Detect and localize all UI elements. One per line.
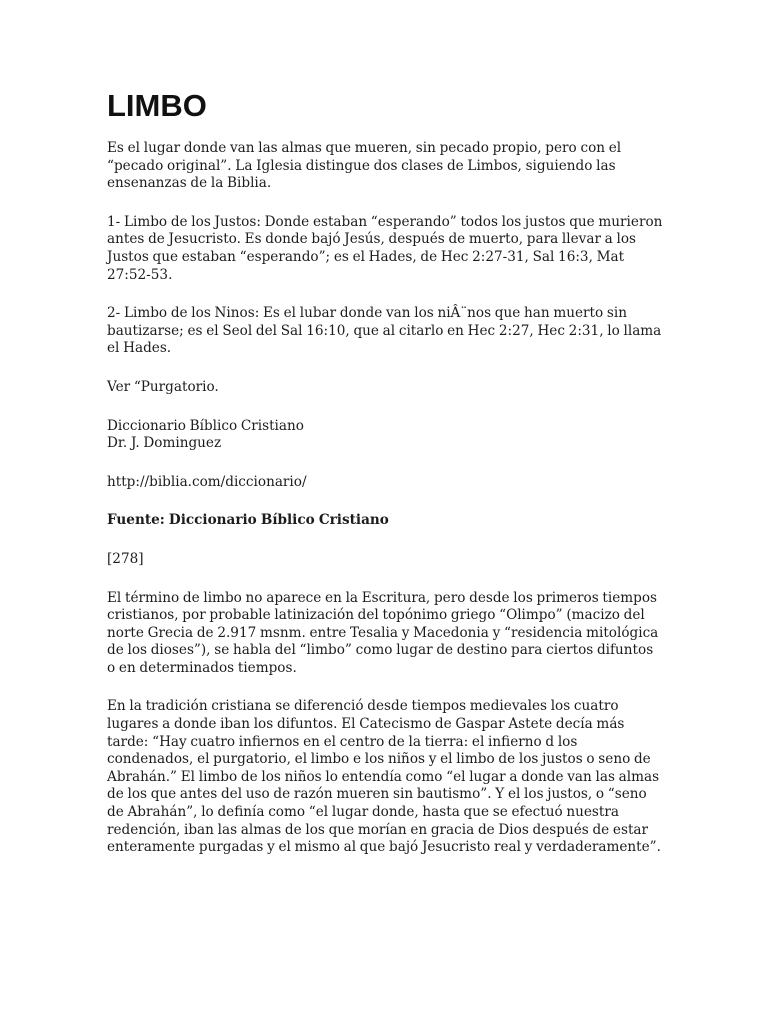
page-title: LIMBO [107, 88, 207, 123]
see-also-paragraph: Ver “Purgatorio. [107, 378, 219, 395]
termino-paragraph: El término de limbo no aparece en la Escritura, pero desde los primeros tiempos cristianos, por probable latinización del topónimo griego “Olimpo” (macizo del norte Grecia de 2.917 msnm. entre Tesalia y Macedonia y “residencia mitológica de los dioses”), se habla del “limbo” como lugar de destino para ciertos difuntos o en determinados tiempos. [107, 589, 659, 676]
intro-paragraph: Es el lugar donde van las almas que mueren, sin pecado propio, pero con el “pecado original”. La Iglesia distingue dos clases de Limbos, siguiendo las ensenanzas de la Biblia. [107, 140, 622, 192]
fuente-heading: Fuente: Diccionario Bíblico Cristiano [107, 512, 389, 529]
tradicion-paragraph: En la tradición cristiana se diferenció desde tiempos medievales los cuatro lugares a donde iban los difuntos. El Catecismo de Gaspar Astete decía más tarde: “Hay cuatro infiernos en el centro de la tierra: el infierno d los condenados, el purgatorio, el limbo e los niños y el limbo de los justos o seno de Abrahán.” El limbo de los niños lo entendía como “el lugar a donde van las almas de los que antes del uso de razón mueren sin bautismo”. Y el los justos, o “seno de Abrahán”, lo definía como “el lugar donde, hasta que se efectuó nuestra redención, iban las almas de los que morían en gracia de Dios después de estar enteramente purgadas y el mismo al que bajó Jesucristo real y verdaderamente”. [107, 698, 661, 856]
source-title: Diccionario Bíblico Cristiano [107, 417, 304, 434]
source-author: Dr. J. Dominguez [107, 435, 222, 452]
limbo-justos-paragraph: 1- Limbo de los Justos: Donde estaban “esperando” todos los justos que murieron antes de Jesucristo. Es donde bajó Jesús, después de muerto, para llevar a los Justos que estaban “esperando”; es el Hades, de Hec 2:27-31, Sal 16:3, Mat 27:52-53. [107, 213, 663, 283]
reference-number: [278] [107, 550, 144, 567]
source-block [107, 418, 663, 453]
source-url: http://biblia.com/diccionario/ [107, 473, 307, 490]
limbo-ninos-paragraph: 2- Limbo de los Ninos: Es el lubar donde van los niÂ¨nos que han muerto sin bautizarse; es el Seol del Sal 16:10, que al citarlo en Hec 2:27, Hec 2:31, lo llama el Hades. [107, 305, 662, 357]
document-page [107, 88, 663, 878]
